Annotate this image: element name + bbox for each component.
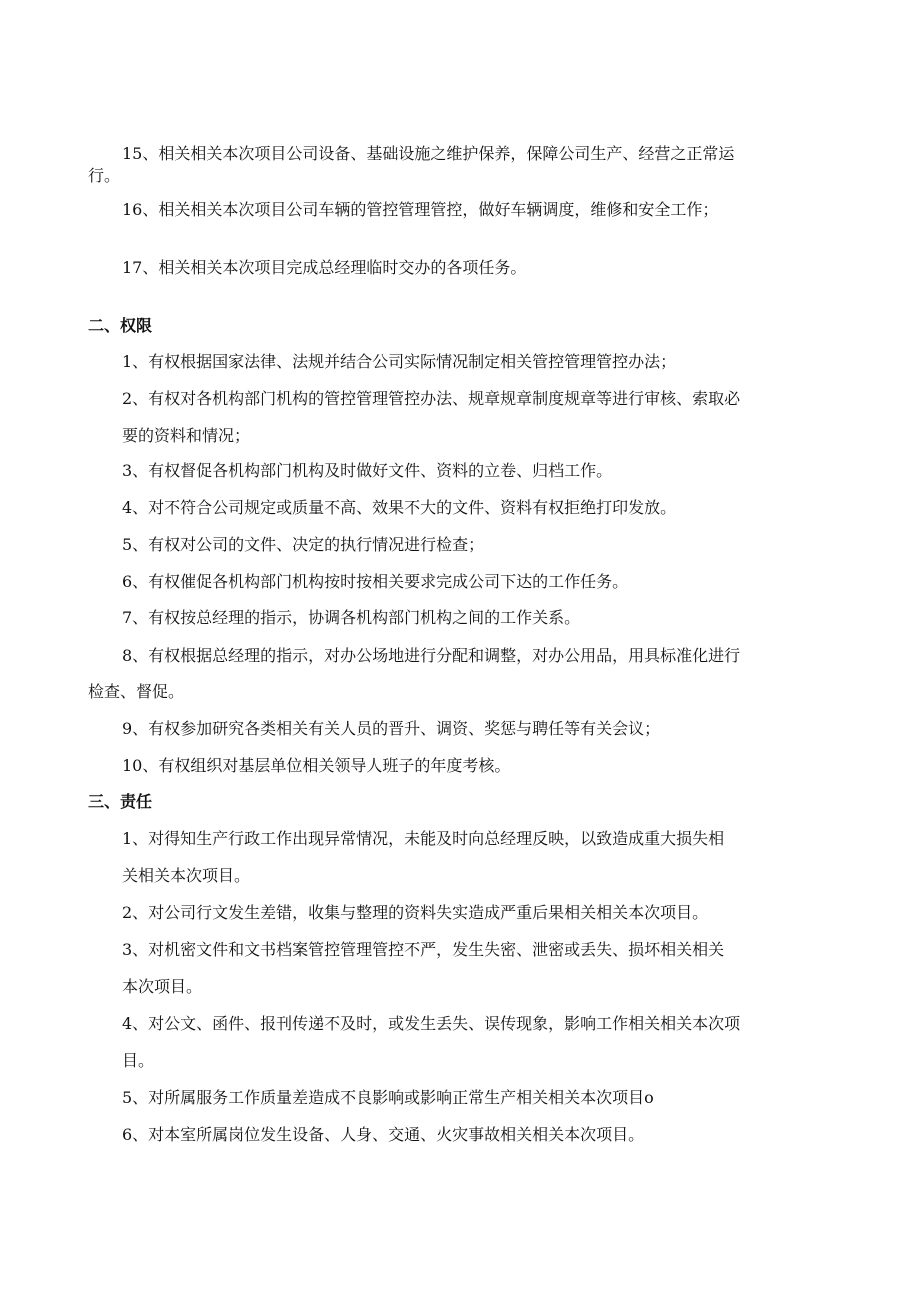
responsibility-item-3-line-1: 3、对机密文件和文书档案管控管理管控不严，发生失密、泄密或丢失、损坏相关相关 [122, 940, 725, 959]
authority-item-5: 5、有权对公司的文件、决定的执行情况进行检查； [122, 535, 485, 554]
authority-item-2-line-2: 要的资料和情况； [122, 426, 251, 445]
responsibility-item-1-line-2: 关相关本次项目。 [122, 866, 251, 885]
authority-item-6: 6、有权催促各机构部门机构按时按相关要求完成公司下达的工作任务。 [122, 572, 629, 591]
authority-item-9: 9、有权参加研究各类相关有关人员的晋升、调资、奖惩与聘任等有关会议； [122, 719, 661, 738]
responsibility-item-2: 2、对公司行文发生差错，收集与整理的资料失实造成严重后果相关相关本次项目。 [122, 903, 709, 922]
responsibility-item-4-line-1: 4、对公文、函件、报刊传递不及时，或发生丢失、误传现象，影响工作相关相关本次项 [122, 1014, 741, 1033]
responsibility-item-6: 6、对本室所属岗位发生设备、人身、交通、火灾事故相关相关本次项目。 [122, 1125, 645, 1144]
item-15-line-1: 15、相关相关本次项目公司设备、基础设施之维护保养，保障公司生产、经营之正常运 [122, 144, 735, 163]
responsibility-item-4-line-2: 目。 [122, 1051, 155, 1070]
section-heading-responsibility: 三、责任 [88, 792, 153, 811]
item-15-line-2: 行。 [88, 166, 121, 185]
authority-item-4: 4、对不符合公司规定或质量不高、效果不大的文件、资料有权拒绝打印发放。 [122, 498, 677, 517]
item-16: 16、相关相关本次项目公司车辆的管控管理管控，做好车辆调度，维修和安全工作； [122, 200, 719, 219]
authority-item-8-line-1: 8、有权根据总经理的指示，对办公场地进行分配和调整，对办公用品，用具标准化进行 [122, 646, 741, 665]
responsibility-item-1-line-1: 1、对得知生产行政工作出现异常情况，未能及时向总经理反映，以致造成重大损失相 [122, 829, 725, 848]
authority-item-3: 3、有权督促各机构部门机构及时做好文件、资料的立卷、归档工作。 [122, 461, 613, 480]
authority-item-8-line-2: 检查、督促。 [88, 682, 185, 701]
authority-item-2-line-1: 2、有权对各机构部门机构的管控管理管控办法、规章规章制度规章等进行审核、索取必 [122, 389, 741, 408]
authority-item-10: 10、有权组织对基层单位相关领导人班子的年度考核。 [122, 756, 511, 775]
item-17: 17、相关相关本次项目完成总经理临时交办的各项任务。 [122, 258, 527, 277]
responsibility-item-3-line-2: 本次项目。 [122, 977, 203, 996]
authority-item-7: 7、有权按总经理的指示，协调各机构部门机构之间的工作关系。 [122, 608, 581, 627]
section-heading-authority: 二、权限 [88, 316, 153, 335]
responsibility-item-5: 5、对所属服务工作质量差造成不良影响或影响正常生产相关相关本次项目o [122, 1088, 654, 1107]
authority-item-1: 1、有权根据国家法律、法规并结合公司实际情况制定相关管控管理管控办法； [122, 352, 677, 371]
